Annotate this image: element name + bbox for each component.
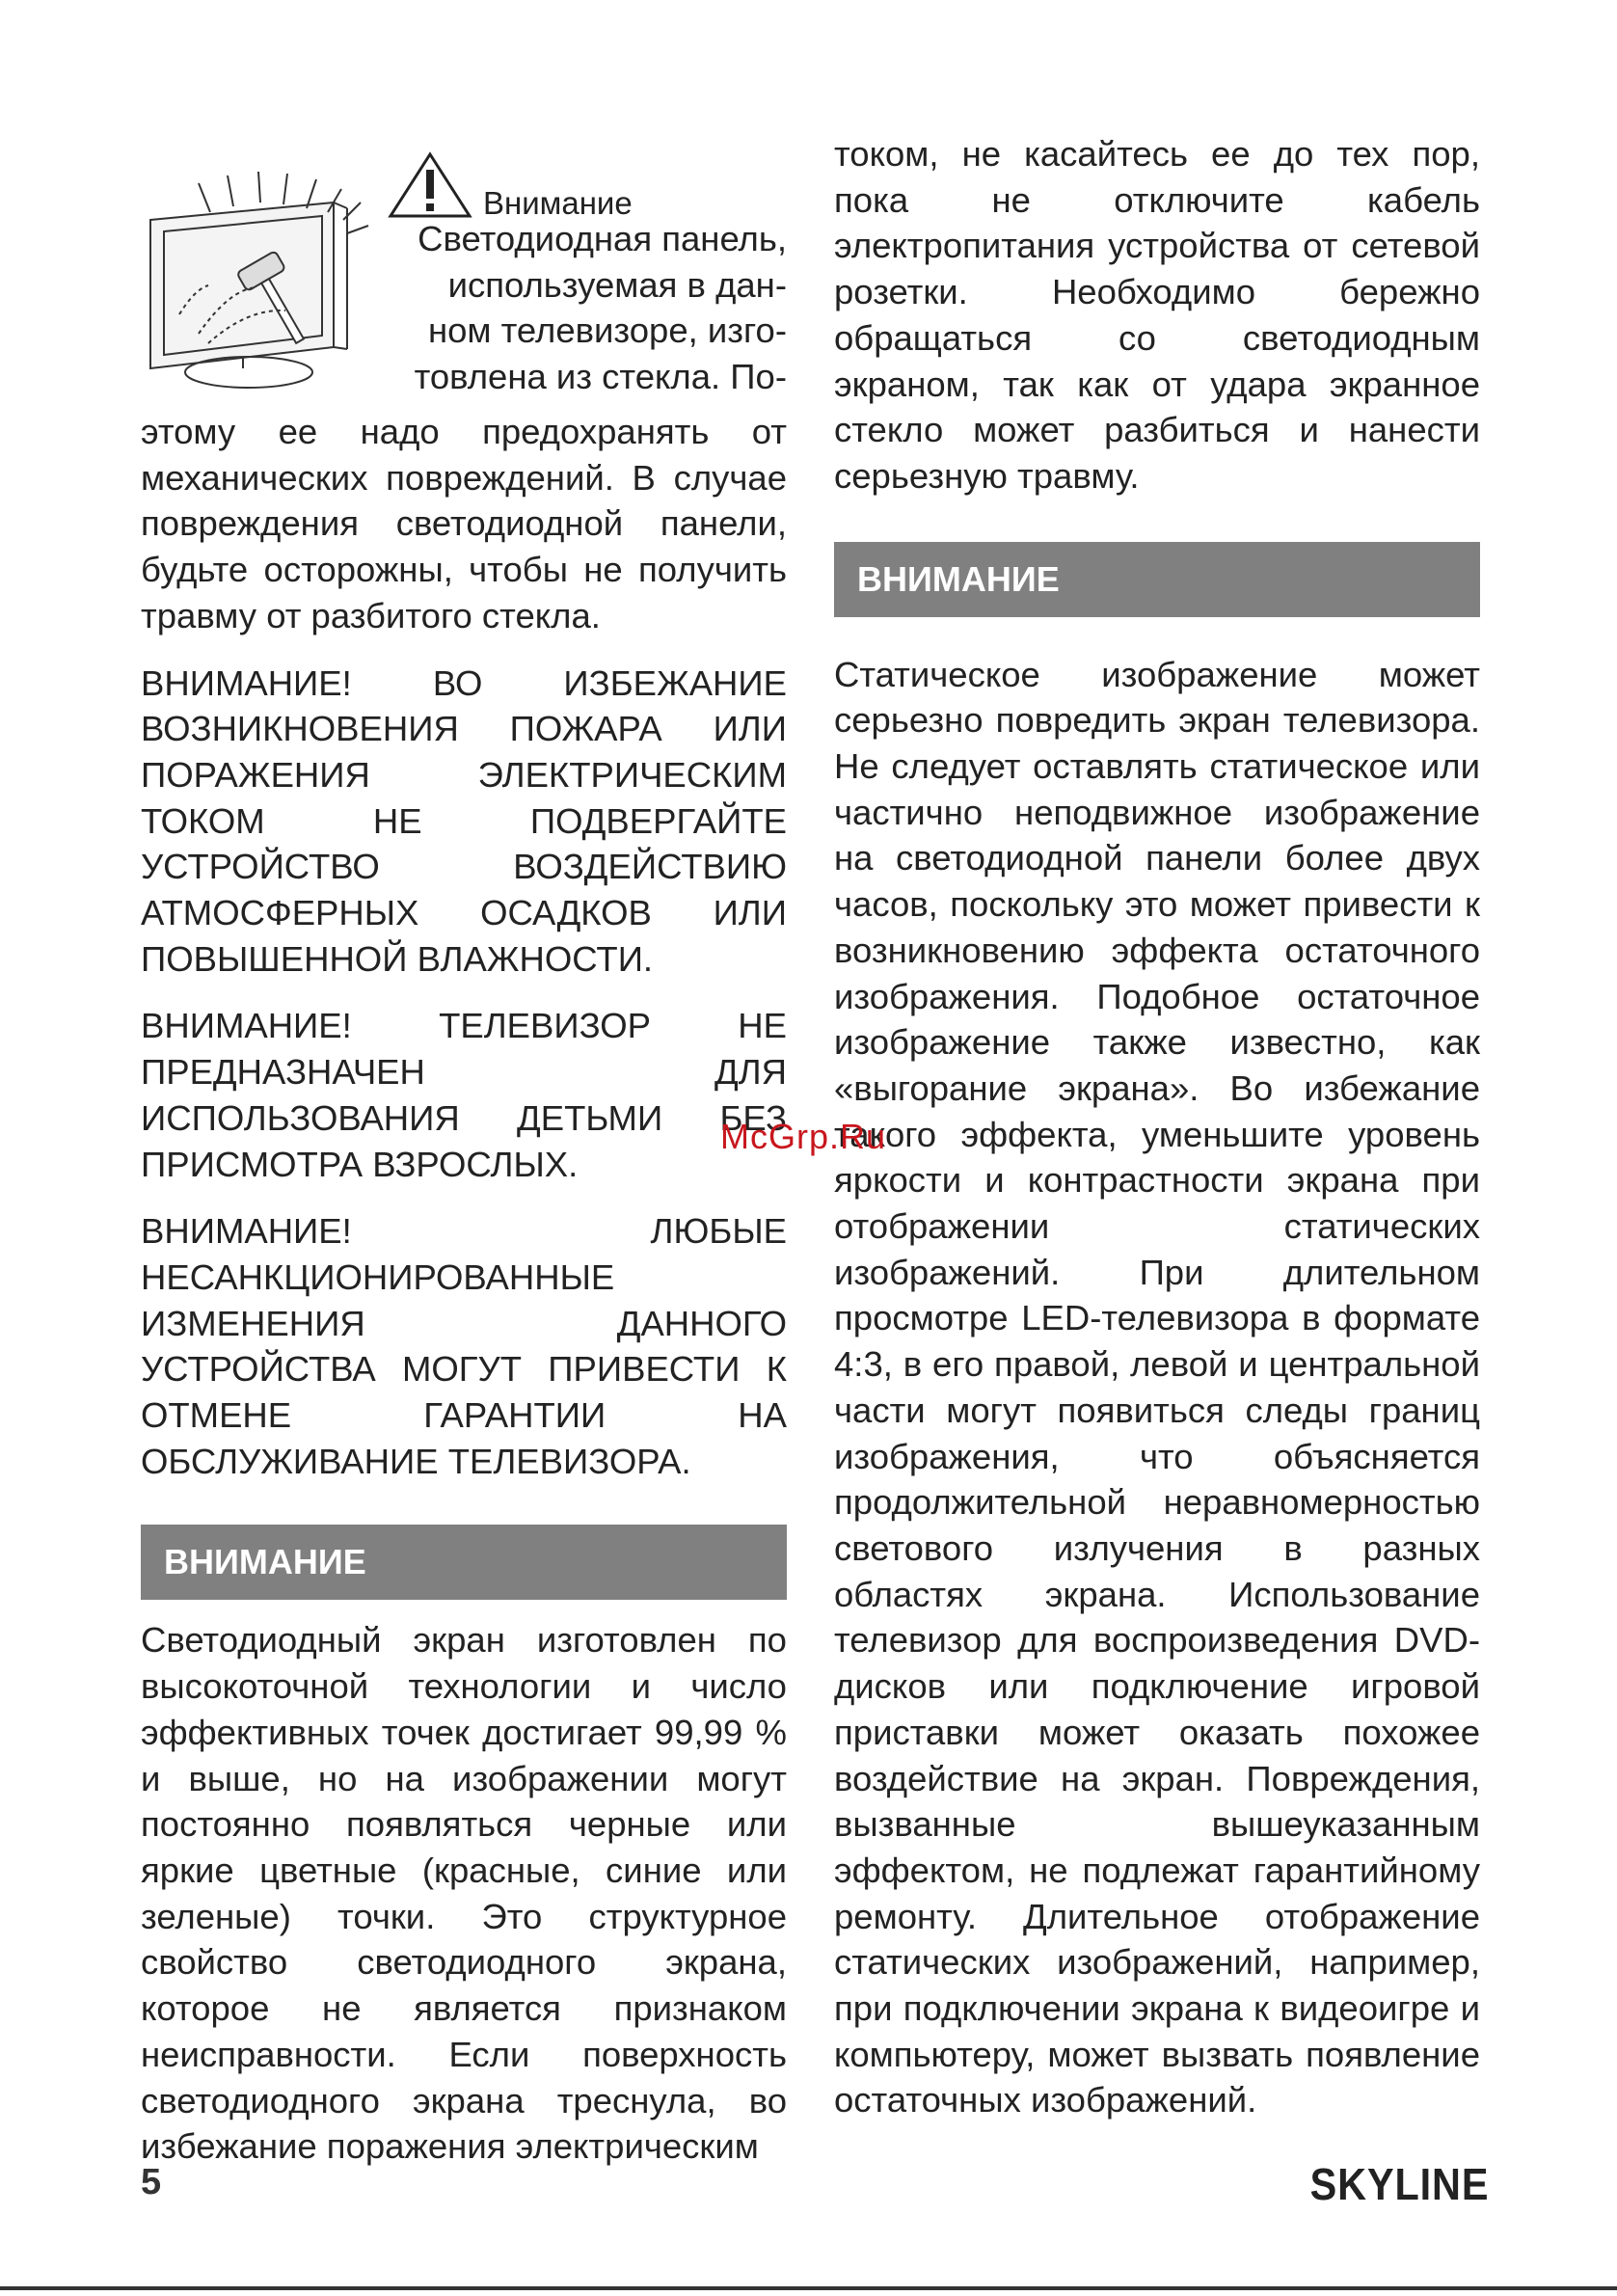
tv-hammer-illustration [141,145,380,397]
caps-warning-fire: ВНИМАНИЕ! ВО ИЗБЕЖАНИЕ ВОЗНИКНОВЕНИЯ ПОЖАРА ИЛИ ПОРАЖЕНИЯ ЭЛЕКТРИЧЕСКИМ ТОКОМ НЕ ПОДВЕРГАЙТЕ УСТРОЙСТВО ВОЗДЕЙСТВИЮ АТМОСФЕРНЫХ ОСАДКОВ ИЛИ ПОВЫШЕННОЙ ВЛАЖНОСТИ. [141,662,787,979]
led-paragraph-part1: Светодиодный экран изготовлен по высокоточной технологии и число эффективных точек достигает 99,99 % и выше, но на изображении могут постоянно появляться черные или яркие цветные (красные, синие или зеленые) точки. Это структурное свойство светодиодного экрана, которое не является признаком неисправности. Если поверхность светодиодного экрана треснула, во избежание поражения электрическим [141,1620,787,2167]
caps-warning-children: ВНИМАНИЕ! ТЕЛЕВИЗОР НЕ ПРЕДНАЗНАЧЕН ДЛЯ ИСПОЛЬЗОВАНИЯ ДЕТЬМИ БЕЗ ПРИСМОТРА ВЗРОСЛЫХ. [141,1006,787,1184]
page-number: 5 [141,2162,162,2202]
warning-triangle-icon [387,150,473,220]
section-heading-static: ВНИМАНИЕ [834,542,1480,617]
warning-title: Внимание [483,185,633,221]
led-paragraph-part2: током, не касайтесь ее до тех пор, пока не отключите кабель электропитания устройства от сетевой розетки. Необходимо бережно обращаться со светодиодным экраном, так как от удара экранное стекло может разбиться и нанести серьезную травму. [834,134,1480,496]
right-column [834,131,1480,2123]
intro-line-4: товлена из стекла. По- [414,357,787,396]
watermark: McGrp.Ru [720,1117,887,1156]
caps-warning-warranty: ВНИМАНИЕ! ЛЮБЫЕ НЕСАНКЦИОНИРОВАННЫЕ ИЗМЕНЕНИЯ ДАННОГО УСТРОЙСТВА МОГУТ ПРИВЕСТИ К ОТМЕНЕ ГАРАНТИИ НА ОБСЛУЖИВАНИЕ ТЕЛЕВИЗОРА. [141,1211,787,1481]
static-image-paragraph: Статическое изображение может серьезно повредить экран телевизора. Не следует оставлять статическое или частично неподвижное изображение на светодиодной панели более двух часов, поскольку это может привести к возникновению эффекта остаточного изображения. Подобное остаточное изображение также известно, как «выгорание экрана». Во избежание такого эффекта, уменьшите уровень яркости и контрастности экрана при отображении статических изображений. При длительном просмотре LED-телевизора в формате 4:3, в его правой, левой и центральной части могут появиться следы границ изображения, что объясняется продолжительной неравномерностью светового излучения в разных областях экрана. Использование телевизор для воспроизведения DVD-дисков или подключение игровой приставки может оказать похожее воздействие на экран. Повреждения, вызванные вышеуказанным эффектом, не подлежат гарантийному ремонту. Длительное отображение статических изображений, например, при подключении экрана к видеоигре и компьютеру, может вызвать появление остаточных изображений. [834,654,1480,2120]
intro-line-1: Светодиодная панель, [418,219,787,258]
warning-intro-block [141,131,787,409]
intro-paragraph: этому ее надо предохранять от механических повреждений. В случае повреждения светодиодной панели, будьте осторожны, чтобы не получить травму от разбитого стекла. [141,412,787,635]
left-column [141,131,787,2170]
intro-line-3: ном телевизоре, изго- [427,311,787,350]
bottom-rule [0,2286,1617,2290]
section-heading-led: ВНИМАНИЕ [141,1525,787,1600]
brand-logo: SKYLINE [1309,2159,1489,2209]
intro-line-2: используемая в дан- [447,265,787,305]
